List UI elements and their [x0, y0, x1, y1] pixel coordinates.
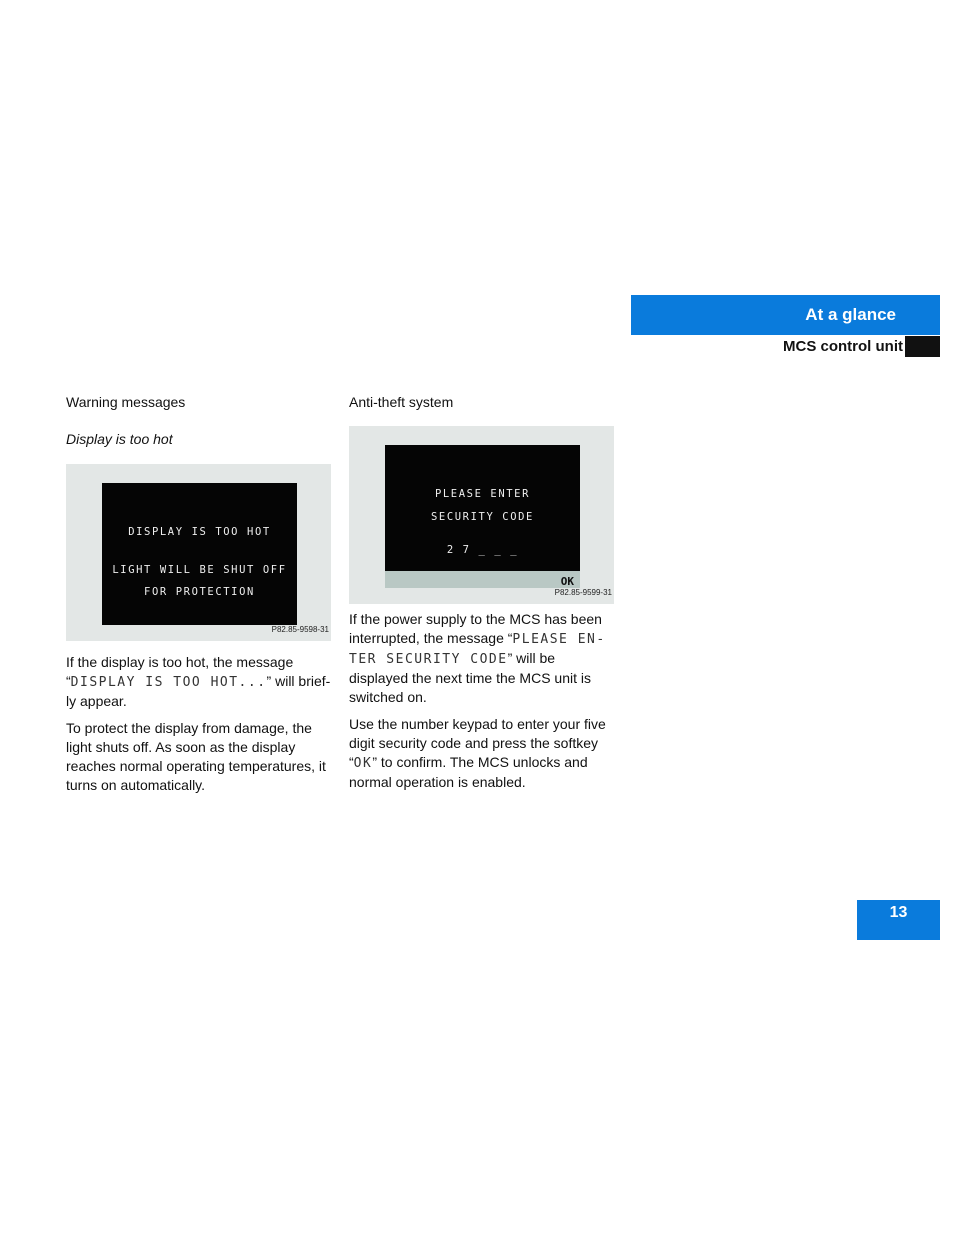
screen-line: SECURITY CODE — [431, 511, 534, 523]
screen-line: FOR PROTECTION — [144, 586, 255, 598]
screen-line: PLEASE ENTER — [434, 488, 531, 500]
display-too-hot-subheading: Display is too hot — [66, 431, 173, 447]
message-text: PLEASE EN-TER SECURITY CODE — [349, 632, 606, 667]
screen-line: LIGHT WILL BE SHUT OFF — [112, 564, 287, 576]
softkey-bar — [385, 571, 580, 588]
text: ” to confirm. The MCS unlocks and normal operation is enabled. — [349, 754, 588, 790]
message-text: OK — [353, 756, 373, 771]
screen-line: 2 7 _ _ _ — [446, 544, 519, 556]
left-column — [66, 393, 332, 803]
anti-theft-heading: Anti-theft system — [349, 394, 454, 410]
display-screen — [385, 445, 580, 571]
security-code-figure — [349, 426, 614, 604]
right-column — [349, 393, 615, 800]
paragraph — [349, 715, 615, 792]
subsection-title: MCS control unit — [783, 338, 903, 355]
text: If the power supply to the MCS has been interrupted, the message “ — [349, 611, 602, 646]
section-title: At a glance — [805, 305, 896, 324]
figure-code: P82.85-9599-31 — [554, 588, 612, 597]
display-screen — [102, 483, 297, 625]
warning-messages-heading: Warning messages — [66, 394, 186, 410]
text: ” will be displayed the next time the MCS unit is switched on. — [349, 650, 592, 705]
page-number: 13 — [857, 900, 940, 940]
text: If the display is too hot, the message “ — [66, 654, 294, 689]
text: ” will brief-ly appear. — [66, 673, 331, 709]
text: Use the number keypad to enter your five digit security code and press the softkey “ — [349, 716, 606, 770]
ok-softkey: OK — [560, 575, 574, 588]
figure-code: P82.85-9598-31 — [271, 625, 329, 634]
paragraph: To protect the display from damage, the light shuts off. As soon as the display reaches normal operating temperatures, it turns on automatically. — [66, 720, 326, 793]
display-too-hot-figure — [66, 464, 331, 641]
paragraph — [349, 610, 615, 707]
subsection-marker — [905, 336, 940, 357]
section-tab — [631, 295, 940, 335]
screen-line: DISPLAY IS TOO HOT — [128, 526, 271, 538]
message-text: DISPLAY IS TOO HOT... — [70, 675, 267, 690]
paragraph — [66, 653, 332, 711]
